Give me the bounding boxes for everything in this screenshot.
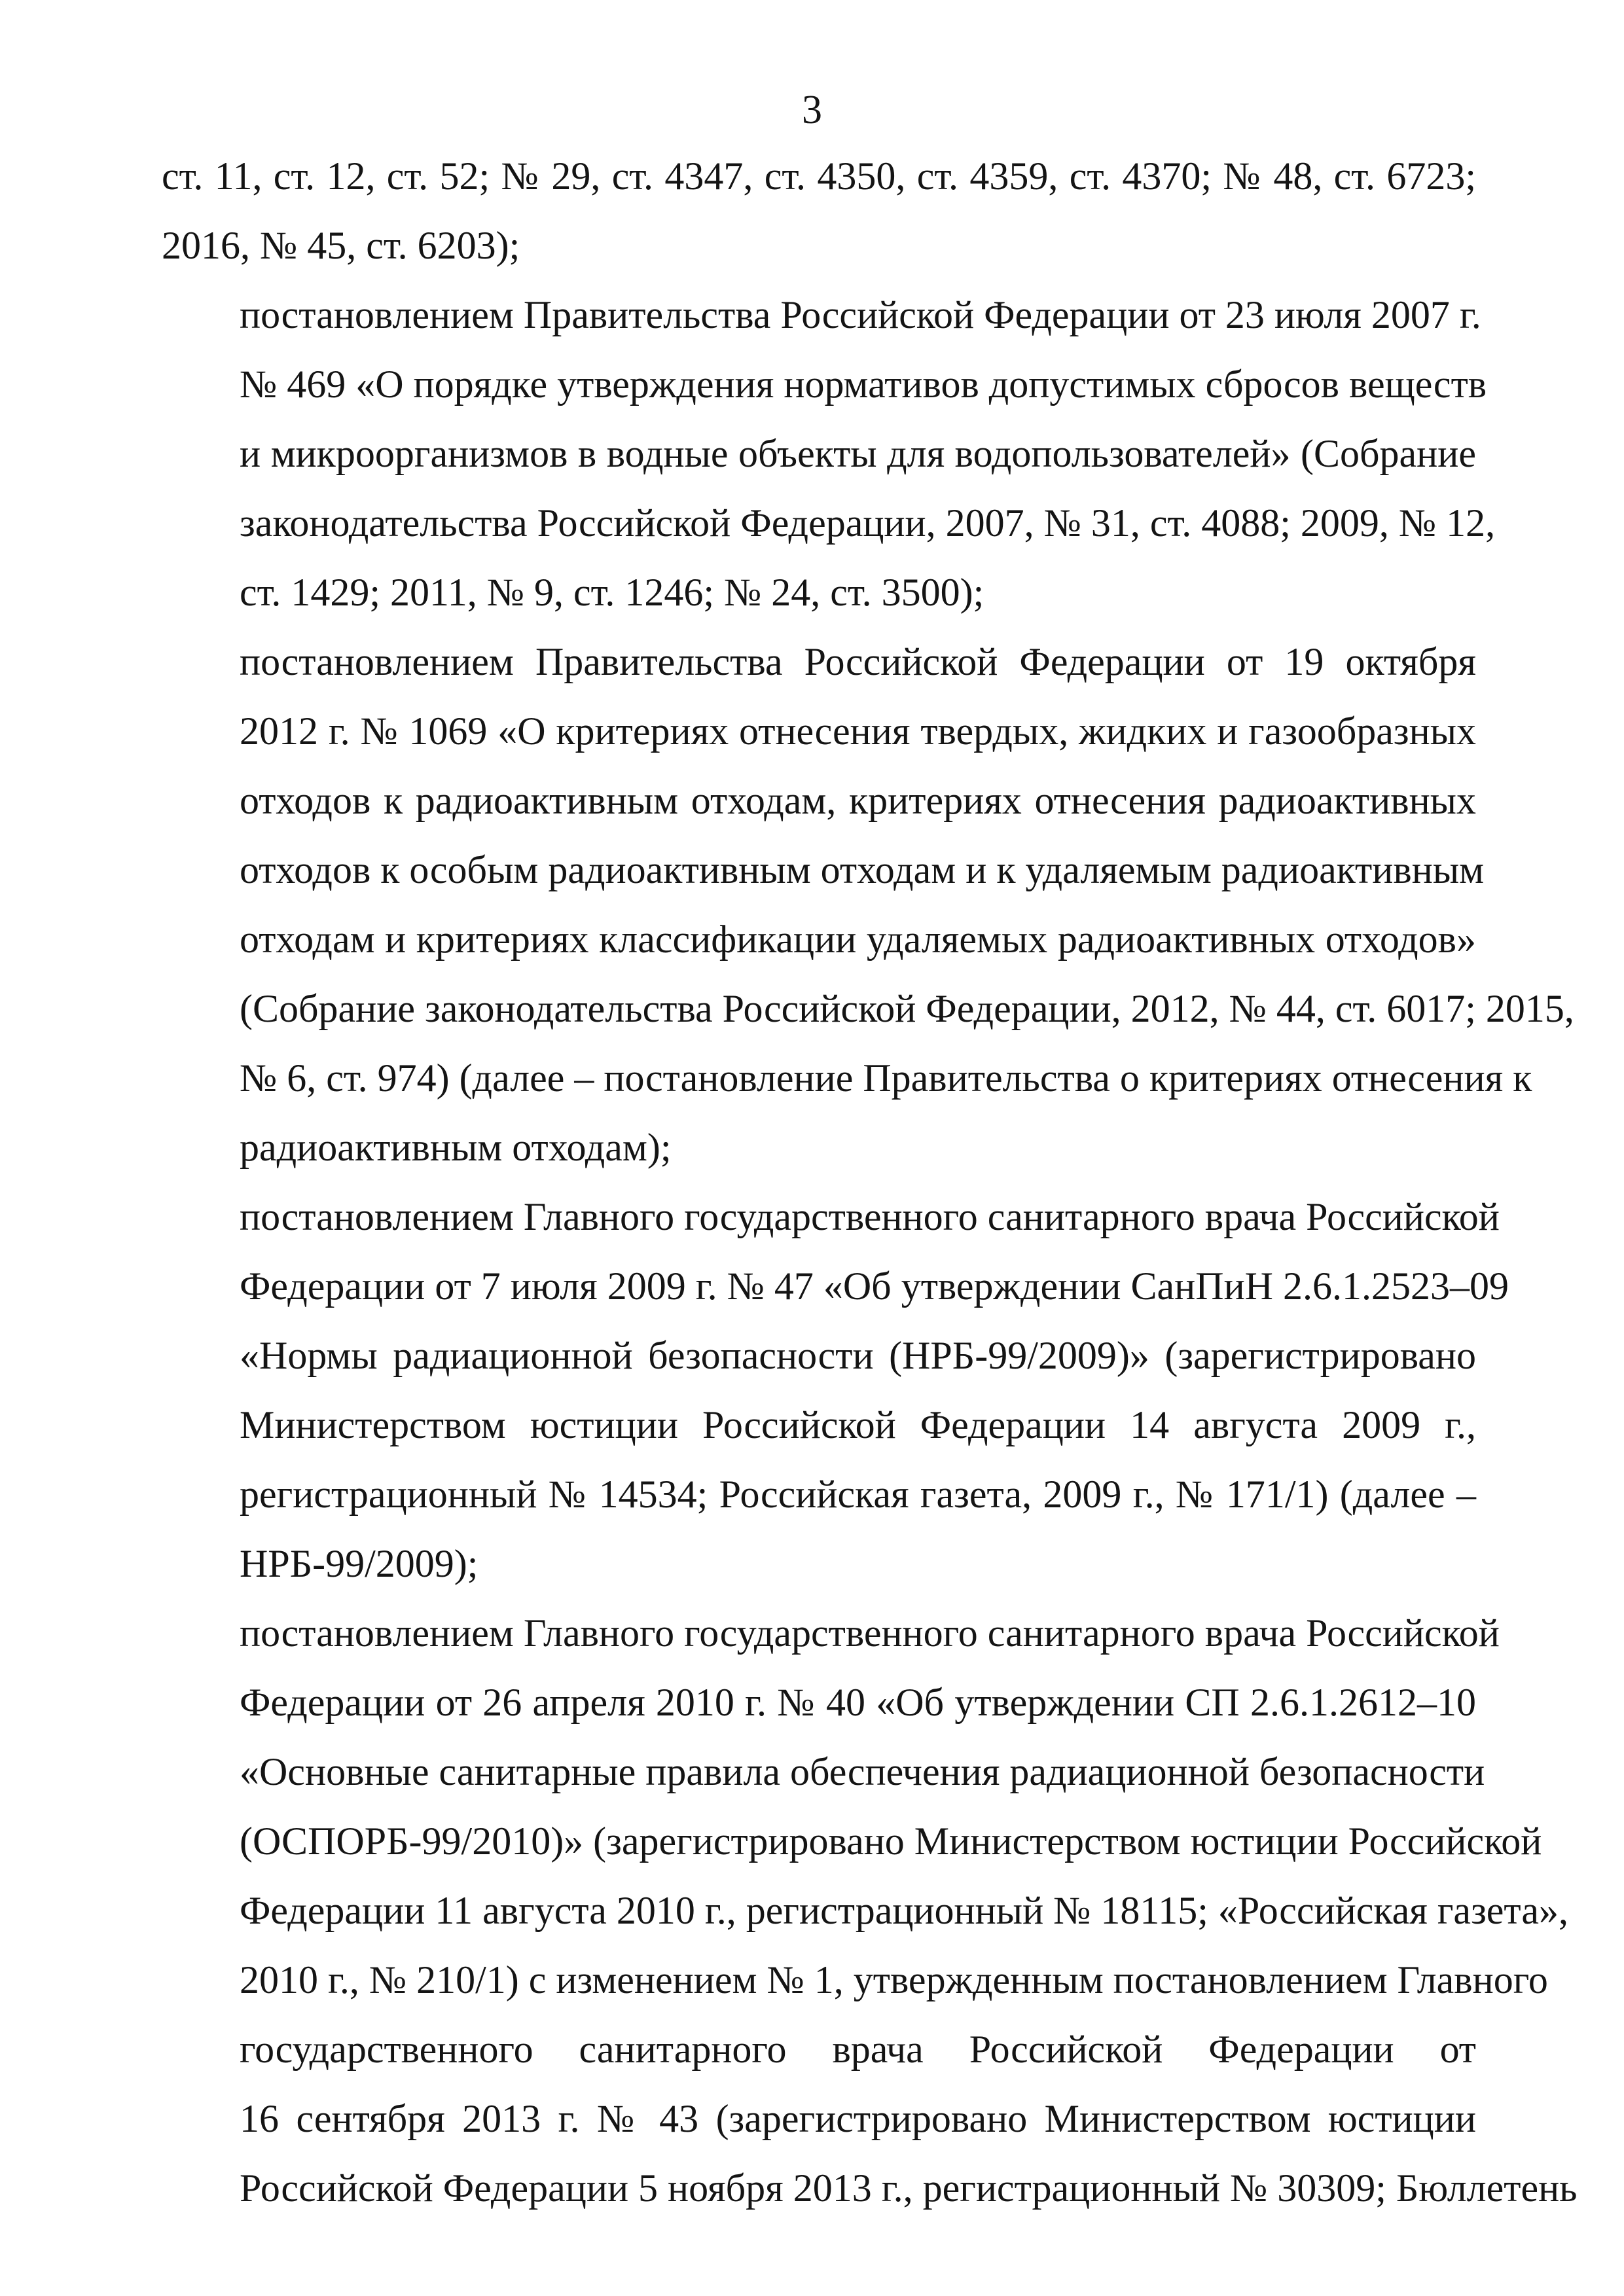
paragraph-resolution-1069 [162, 627, 1574, 1182]
text-line: 16 сентября 2013 г. № 43 (зарегистрировано Министерством юстиции [240, 2097, 1476, 2140]
text-line: 2010 г., № 210/1) с изменением № 1, утвержденным постановлением Главного [240, 1958, 1548, 2001]
text-line: отходам и критериях классификации удаляемых радиоактивных отходов» [240, 918, 1476, 961]
text-line: НРБ-99/2009); [240, 1542, 478, 1585]
page-number: 3 [802, 88, 822, 132]
text-line: радиоактивным отходам); [240, 1126, 672, 1169]
text-line: Министерством юстиции Российской Федерации 14 августа 2009 г., [240, 1403, 1476, 1446]
text-line: регистрационный № 14534; Российская газета, 2009 г., № 171/1) (далее – [240, 1473, 1476, 1516]
text-line: постановлением Главного государственного санитарного врача Российской [240, 1195, 1500, 1238]
document-body [162, 141, 1578, 2223]
text-line: Федерации от 7 июля 2009 г. № 47 «Об утверждении СанПиН 2.6.1.2523–09 [240, 1265, 1509, 1308]
text-line: Федерации 11 августа 2010 г., регистрационный № 18115; «Российская газета», [240, 1889, 1568, 1932]
text-line: постановлением Правительства Российской Федерации от 19 октября [240, 640, 1476, 683]
text-line: Федерации от 26 апреля 2010 г. № 40 «Об утверждении СП 2.6.1.2612–10 [240, 1681, 1476, 1724]
text-line: и микроорганизмов в водные объекты для водопользователей» (Собрание [240, 432, 1476, 475]
text-line: 2012 г. № 1069 «О критериях отнесения твердых, жидких и газообразных [240, 709, 1476, 753]
text-line: Российской Федерации 5 ноября 2013 г., регистрационный № 30309; Бюллетень [240, 2166, 1578, 2210]
text-line: государственного санитарного врача Российской Федерации от [240, 2028, 1476, 2071]
text-line: 2016, № 45, ст. 6203); [162, 224, 520, 267]
text-line: ст. 1429; 2011, № 9, ст. 1246; № 24, ст. 3500); [240, 571, 984, 614]
text-line: отходов к радиоактивным отходам, критериях отнесения радиоактивных [240, 779, 1476, 822]
text-line: (Собрание законодательства Российской Федерации, 2012, № 44, ст. 6017; 2015, [240, 987, 1574, 1030]
paragraph-resolution-469 [162, 280, 1496, 627]
paragraph-resolution-nrb-99-2009 [162, 1182, 1509, 1598]
text-line: ст. 11, ст. 12, ст. 52; № 29, ст. 4347, ст. 4350, ст. 4359, ст. 4370; № 48, ст. 6723; [162, 154, 1476, 198]
text-line: постановлением Правительства Российской Федерации от 23 июля 2007 г. [240, 293, 1481, 336]
text-line: (ОСПОРБ-99/2010)» (зарегистрировано Министерством юстиции Российской [240, 1820, 1542, 1863]
text-line: «Основные санитарные правила обеспечения радиационной безопасности [240, 1750, 1485, 1793]
text-line: № 469 «О порядке утверждения нормативов допустимых сбросов веществ [240, 363, 1487, 406]
text-line: отходов к особым радиоактивным отходам и к удаляемым радиоактивным [240, 848, 1485, 891]
text-line: законодательства Российской Федерации, 2007, № 31, ст. 4088; 2009, № 12, [240, 501, 1496, 545]
text-line: постановлением Главного государственного санитарного врача Российской [240, 1611, 1500, 1655]
paragraph-citation-continuation [162, 141, 1476, 280]
paragraph-resolution-osporb-99-2010 [162, 1598, 1578, 2223]
text-line: «Нормы радиационной безопасности (НРБ-99/2009)» (зарегистрировано [240, 1334, 1476, 1377]
text-line: № 6, ст. 974) (далее – постановление Правительства о критериях отнесения к [240, 1056, 1532, 1100]
